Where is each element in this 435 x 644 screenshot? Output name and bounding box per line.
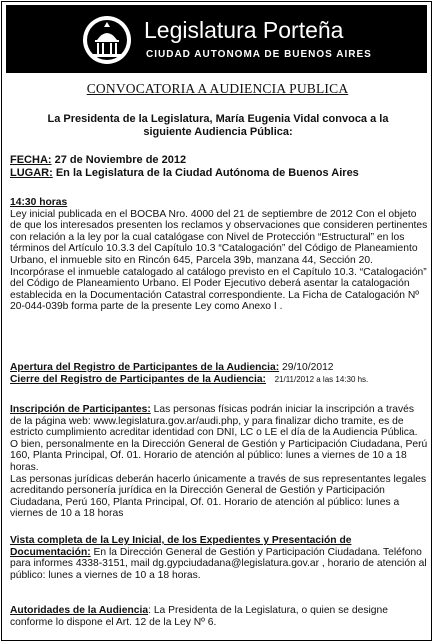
autoridades-label: Autoridades de la Audiencia — [10, 605, 149, 616]
hora-label: 14:30 horas — [10, 197, 68, 208]
brand-subtitle: CIUDAD AUTONOMA DE BUENOS AIRES — [146, 49, 372, 60]
date-place-section — [10, 154, 428, 180]
hora-section — [10, 197, 428, 313]
cierre-value: 21/11/2012 a las 14:30 hs. — [274, 374, 369, 384]
header-banner — [6, 5, 427, 73]
brand-title: Legislatura Porteña — [144, 17, 344, 43]
lugar-value: En la Legislatura de la Ciudad Autónoma de Buenos Aires — [52, 167, 359, 179]
inscripcion-text: Las personas físicas podrán iniciar la inscripción a través de la página web: www.legislatura.gov.ar/audi.php, y para finalizar dicho tramite, es de estricto cumplimiento acreditar identidad con DNI, LC o LE el día de la Audiencia Pública. O bien, personalmente en la Dirección General de Gestión y Participación Ciudadana, Perú 160, Planta Principal, Of. 01. Horario de atención al público: lunes a viernes de 10 a 18 horas. — [10, 404, 428, 473]
autoridades-text: : La Presidenta de la Legislatura, o quien se designe conforme lo dispone el Art. 12 de la Ley Nº 6. — [10, 605, 388, 628]
notice-heading: CONVOCATORIA A AUDIENCIA PUBLICA — [86, 81, 349, 96]
intro-paragraph: La Presidenta de la Legislatura, María Eugenia Vidal convoca a la siguiente Audiencia Pública: — [47, 113, 389, 138]
lugar-label: LUGAR: — [10, 167, 53, 179]
ley-body-text: Ley inicial publicada en el BOCBA Nro. 4000 del 21 de septiembre de 2012 Con el objeto de que los interesados presenten los reclamos y observaciones que consideren pertinentes con relación a la ley por la cual catalógase con Nivel de Protección “Estructural” en los términos del Artículo 10.3.3 del Capítulo 10.3 “Catalogación” del Código de Planeamiento Urbano, el inmueble sito en Rincón 645, Parcela 39b, manzana 44, Sección 20. Incorpórase el inmueble catalogado al catálogo previsto en el Capítulo 10.3. “Catalogación” del Código de Planeamiento Urbano. El Poder Ejecutivo deberá asentar la catalogación establecida en la Documentación Catastral correspondiente. La Ficha de Catalogación Nº 20-044-039b forma parte de la presente Ley como Anexo I . — [10, 208, 428, 313]
registro-section — [10, 362, 428, 385]
legislature-building-icon — [82, 13, 132, 67]
fecha-label: FECHA: — [10, 154, 52, 166]
apertura-value: 29/10/2012 — [279, 362, 334, 373]
inscripcion-juridicas-text: Las personas jurídicas deberán hacerlo únicamente a través de sus representantes legales acreditando personería jurídica en la Dirección General de Gestión y Participación Ciudadana, Perú 160, Planta Principal, Of. 01. Horario de atención al público: lunes a viernes de 10 a 18 horas — [10, 473, 427, 520]
vista-text: En la Dirección General de Gestión y Participación Ciudadana. Teléfono para informes 4338-3151, mail dg.gypciudadana@legislatura.gov.ar , horario de atención al público: lunes a viernes de 10 a 18 horas. — [10, 546, 427, 581]
autoridades-section — [10, 605, 428, 628]
fecha-value: 27 de Noviembre de 2012 — [51, 154, 187, 166]
apertura-label: Apertura del Registro de Participantes de la Audiencia: — [10, 362, 280, 373]
notice-frame — [1, 1, 432, 641]
vista-label: Vista completa de la Ley Inicial, de los Expedientes y Presentación de Documentación: — [10, 535, 352, 558]
inscripcion-section — [10, 404, 428, 520]
cierre-label: Cierre del Registro de Participantes de la Audiencia: — [10, 373, 266, 385]
vista-section — [10, 535, 428, 581]
inscripcion-label: Inscripción de Participantes: — [10, 404, 151, 415]
